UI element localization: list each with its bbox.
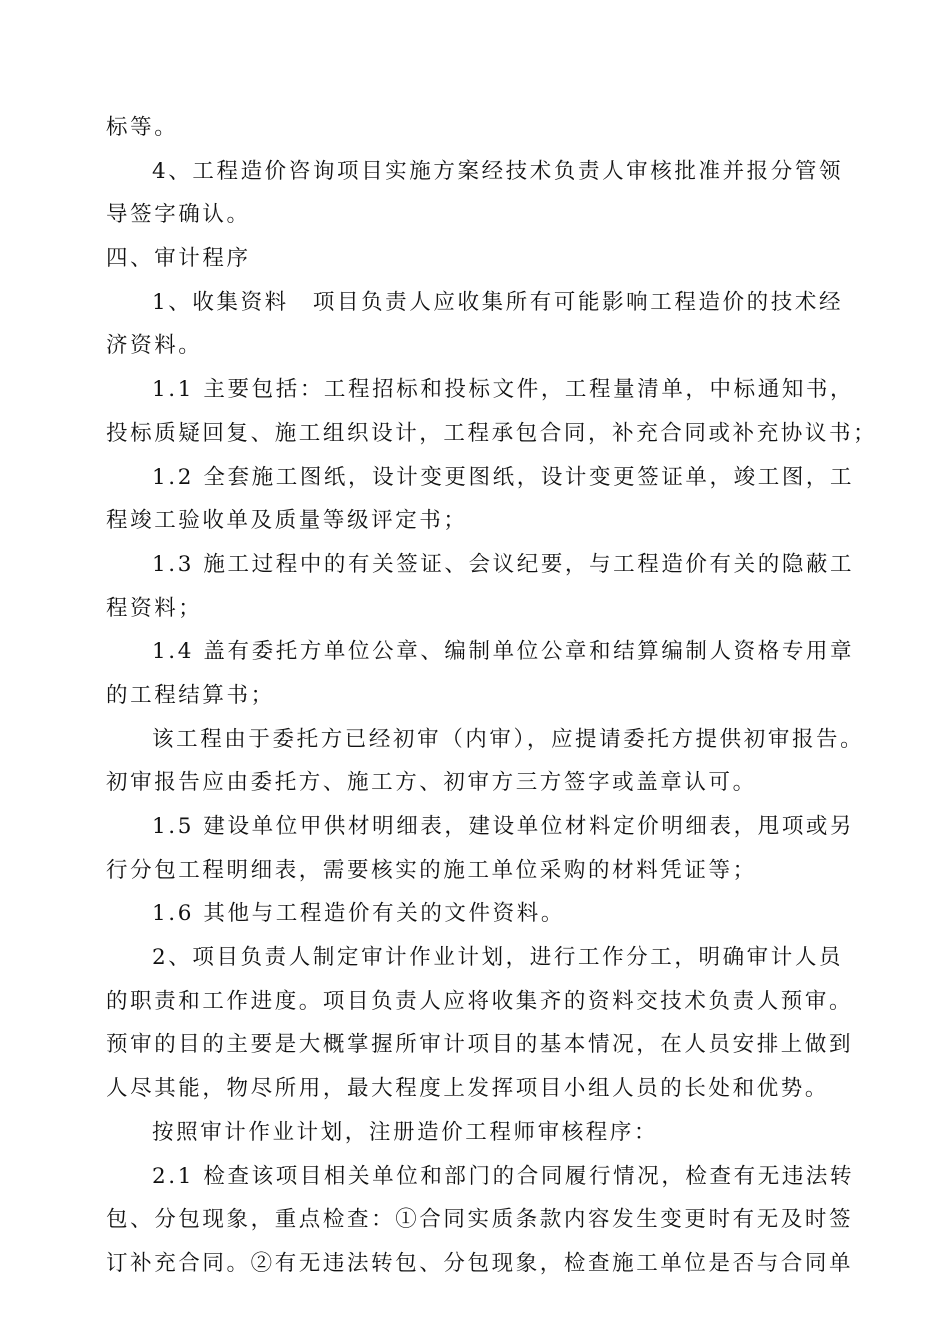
text-line: 投标质疑回复、施工组织设计，工程承包合同，补充合同或补充协议书； xyxy=(106,420,878,446)
text-line: 1.4 盖有委托方单位公章、编制单位公章和结算编制人资格专用章 xyxy=(152,639,855,665)
text-line: 程竣工验收单及质量等级评定书； xyxy=(106,508,468,534)
text-line: 预审的目的主要是大概掌握所审计项目的基本情况，在人员安排上做到 xyxy=(106,1032,854,1058)
text-line: 1.3 施工过程中的有关签证、会议纪要，与工程造价有关的隐蔽工 xyxy=(152,551,855,577)
text-line: 济资料。 xyxy=(106,333,203,359)
text-line: 的工程结算书； xyxy=(106,682,275,708)
text-line: 按照审计作业计划，注册造价工程师审核程序： xyxy=(152,1119,659,1145)
text-line: 导签字确认。 xyxy=(106,202,251,228)
text-line: 标等。 xyxy=(106,115,179,140)
text-line: 1.1 主要包括：工程招标和投标文件，工程量清单，中标通知书， xyxy=(152,377,855,403)
text-line: 1、收集资料 项目负责人应收集所有可能影响工程造价的技术经 xyxy=(152,289,844,315)
text-line: 程资料； xyxy=(106,595,203,621)
text-line: 四、审计程序 xyxy=(106,246,251,272)
text-line: 行分包工程明细表，需要核实的施工单位采购的材料凭证等； xyxy=(106,857,757,883)
text-line: 的职责和工作进度。项目负责人应将收集齐的资料交技术负责人预审。 xyxy=(106,988,854,1014)
text-line: 初审报告应由委托方、施工方、初审方三方签字或盖章认可。 xyxy=(106,770,757,796)
text-line: 订补充合同。②有无违法转包、分包现象，检查施工单位是否与合同单 xyxy=(106,1250,854,1276)
text-line: 4、工程造价咨询项目实施方案经技术负责人审核批准并报分管领 xyxy=(152,158,844,184)
document-body xyxy=(106,106,878,1286)
text-line: 包、分包现象，重点检查：①合同实质条款内容发生变更时有无及时签 xyxy=(106,1207,854,1233)
text-line: 1.5 建设单位甲供材明细表，建设单位材料定价明细表，甩项或另 xyxy=(152,814,855,839)
text-line: 1.2 全套施工图纸，设计变更图纸，设计变更签证单，竣工图，工 xyxy=(152,464,855,490)
text-line: 人尽其能，物尽所用，最大程度上发挥项目小组人员的长处和优势。 xyxy=(106,1076,830,1102)
text-line: 该工程由于委托方已经初审（内审），应提请委托方提供初审报告。 xyxy=(152,726,865,752)
text-line: 2、项目负责人制定审计作业计划，进行工作分工，明确审计人员 xyxy=(152,945,844,971)
text-line: 1.6 其他与工程造价有关的文件资料。 xyxy=(152,901,565,927)
text-line: 2.1 检查该项目相关单位和部门的合同履行情况，检查有无违法转 xyxy=(152,1163,855,1189)
